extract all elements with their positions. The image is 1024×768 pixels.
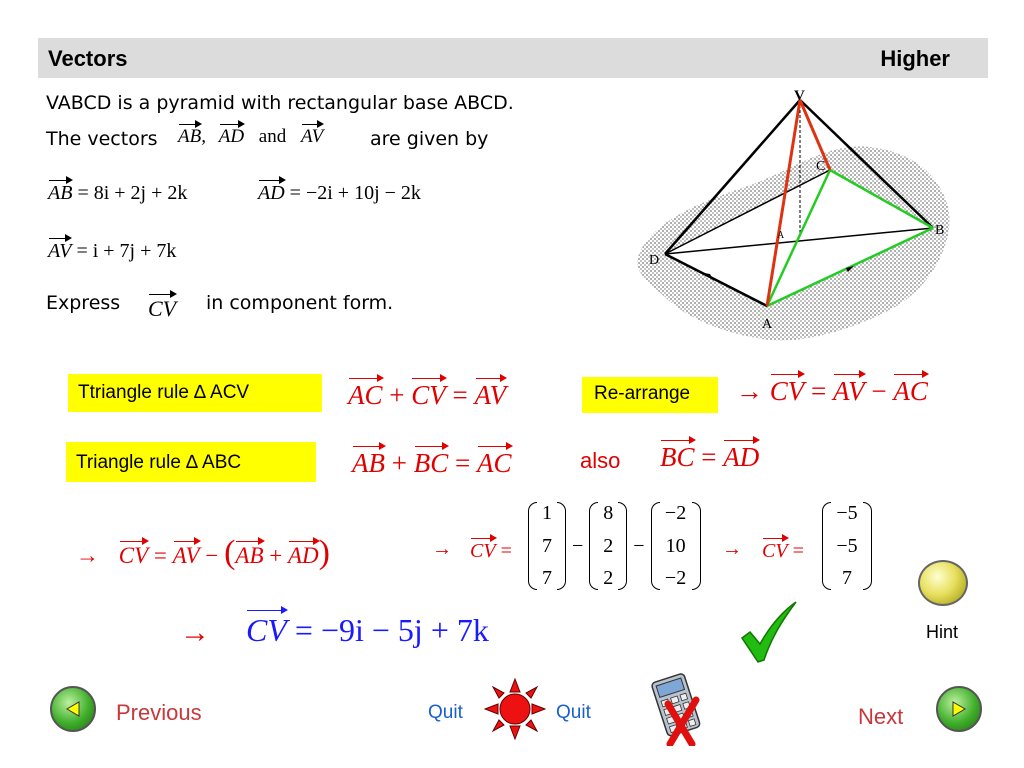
eq-ad-rhs: = −2i + 10j − 2k xyxy=(289,182,421,204)
eq6-minus-1: − xyxy=(572,534,584,557)
final-rhs: = −9i − 5j + 7k xyxy=(294,612,489,648)
equation-ad xyxy=(258,182,421,205)
eq1-av: AV xyxy=(474,380,507,410)
equation-av xyxy=(48,240,176,263)
eq6-arrow: → xyxy=(432,538,452,560)
label-v: V xyxy=(794,88,805,104)
eq5-ad: AD xyxy=(287,543,319,568)
problem-line-2-pre: The vectors xyxy=(46,128,158,150)
eq6-minus-2: − xyxy=(633,534,645,557)
problem-line-1: VABCD is a pyramid with rectangular base ABCD. xyxy=(46,92,514,114)
problem-line-2-post: are given by xyxy=(370,128,489,150)
result-column-vector-wrap xyxy=(822,502,872,590)
col3-k: −2 xyxy=(664,567,687,589)
eq4-equals: = xyxy=(701,442,717,472)
label-a: A xyxy=(762,317,773,332)
final-cv: CV xyxy=(246,612,287,648)
eq5-equals: = xyxy=(153,543,167,568)
hint-button[interactable] xyxy=(918,560,968,606)
equation-ab xyxy=(48,182,187,205)
eq-ab-lhs: AB xyxy=(48,182,73,204)
level-label: Higher xyxy=(880,46,950,71)
column-vector-ad xyxy=(651,502,701,590)
column-vector-av xyxy=(528,502,566,590)
result-i: −5 xyxy=(836,502,858,524)
eq3-ab: AB xyxy=(352,448,385,478)
pyramid-diagram xyxy=(630,82,970,347)
eq1-equals: = xyxy=(452,380,468,410)
eq5-minus: − xyxy=(205,543,219,568)
also-label: also xyxy=(580,448,621,473)
result-k: 7 xyxy=(842,567,852,589)
eq2-equals: = xyxy=(811,376,827,406)
eq2-cv: CV xyxy=(769,376,805,406)
eq1-cv: CV xyxy=(411,380,446,410)
final-answer xyxy=(246,612,489,649)
eq7-cv xyxy=(762,540,804,563)
eq-ad-lhs: AD xyxy=(258,182,285,204)
triangle-rule-abc-box: Triangle rule ∆ ABC xyxy=(66,442,316,482)
express-vector-cv: CV xyxy=(148,296,177,321)
col3-i: −2 xyxy=(664,502,687,524)
eq7-cv-label: CV xyxy=(762,540,788,562)
eq-av-lhs: AV xyxy=(48,240,72,262)
eq3-plus: + xyxy=(391,448,407,478)
rearrange-box: Re-arrange xyxy=(582,377,718,413)
and-word: and xyxy=(258,126,287,147)
label-d: D xyxy=(649,253,660,268)
eq5-arrow: → xyxy=(76,543,99,568)
eq2-av: AV xyxy=(833,376,865,406)
eq7-equals: = xyxy=(792,540,804,562)
eq1-ac: AC xyxy=(348,380,383,410)
eq4-bc: BC xyxy=(660,442,695,472)
vector-ab-label: AB xyxy=(178,126,202,147)
express-pre: Express xyxy=(46,292,121,314)
eq7-arrow: → xyxy=(722,538,742,560)
col2-i: 8 xyxy=(603,502,614,524)
arrow-left-icon xyxy=(65,701,81,717)
eq2-arrow: → xyxy=(736,376,763,406)
quit-link-right[interactable]: Quit xyxy=(556,702,591,723)
next-label[interactable]: Next xyxy=(858,704,904,729)
equation-cv-substituted xyxy=(76,534,330,572)
final-arrow: → xyxy=(180,616,210,649)
eq4-ad: AD xyxy=(723,442,760,472)
previous-label[interactable]: Previous xyxy=(116,700,202,725)
eq5-ab: AB xyxy=(235,543,264,568)
header-bar xyxy=(38,38,988,78)
result-column-vector xyxy=(822,502,872,590)
eq5-av: AV xyxy=(172,543,200,568)
sun-quit-icon[interactable] xyxy=(484,678,546,740)
eq-ab-rhs: = 8i + 2j + 2k xyxy=(77,182,188,204)
comma: , xyxy=(201,126,206,147)
eq2-ac: AC xyxy=(893,376,928,406)
eq2-minus: − xyxy=(871,376,887,406)
result-j: −5 xyxy=(836,534,858,557)
label-inner-a: A xyxy=(777,230,785,241)
col1-k: 7 xyxy=(542,567,552,589)
eq6-cv xyxy=(470,540,512,563)
problem-line-2-vectors xyxy=(178,126,323,148)
equation-ac-cv-av xyxy=(348,380,506,411)
vector-av-label: AV xyxy=(300,126,324,147)
express-post: in component form. xyxy=(206,292,394,314)
label-c: C xyxy=(816,159,826,174)
eq6-cv-label: CV xyxy=(470,540,496,562)
page-title: Vectors xyxy=(48,46,128,71)
problem-line-2 xyxy=(46,128,158,150)
eq5-rparen: ) xyxy=(318,534,330,571)
eq5-cv: CV xyxy=(118,543,149,568)
column-vectors-sum xyxy=(528,502,701,590)
label-b: B xyxy=(935,223,945,238)
eq6-equals: = xyxy=(500,540,512,562)
vector-ad-label: AD xyxy=(218,126,245,147)
col2-k: 2 xyxy=(603,567,614,589)
eq5-plus: + xyxy=(269,543,283,568)
eq3-bc: BC xyxy=(413,448,449,478)
arrow-right-icon xyxy=(951,701,967,717)
equation-ab-bc-ac xyxy=(352,448,512,479)
eq5-lparen: ( xyxy=(224,534,236,571)
previous-button[interactable] xyxy=(50,686,96,732)
eq3-ac: AC xyxy=(476,448,512,478)
col1-i: 1 xyxy=(542,502,552,524)
quit-link-left[interactable]: Quit xyxy=(428,702,463,723)
col3-j: 10 xyxy=(665,534,686,557)
express-vector xyxy=(148,296,176,322)
column-vector-ab xyxy=(589,502,627,590)
eq1-plus: + xyxy=(389,380,405,410)
hint-label: Hint xyxy=(926,622,959,642)
checkmark-icon xyxy=(738,600,802,664)
eq3-equals: = xyxy=(455,448,471,478)
equation-bc-ad xyxy=(660,442,759,473)
equation-cv-rearranged xyxy=(736,376,928,407)
col2-j: 2 xyxy=(603,534,614,557)
no-calculator-icon xyxy=(648,670,710,746)
col1-j: 7 xyxy=(542,534,552,557)
eq-av-rhs: = i + 7j + 7k xyxy=(76,240,177,262)
triangle-rule-acv-box: Ttriangle rule ∆ ACV xyxy=(68,374,322,412)
next-button[interactable] xyxy=(936,686,982,732)
